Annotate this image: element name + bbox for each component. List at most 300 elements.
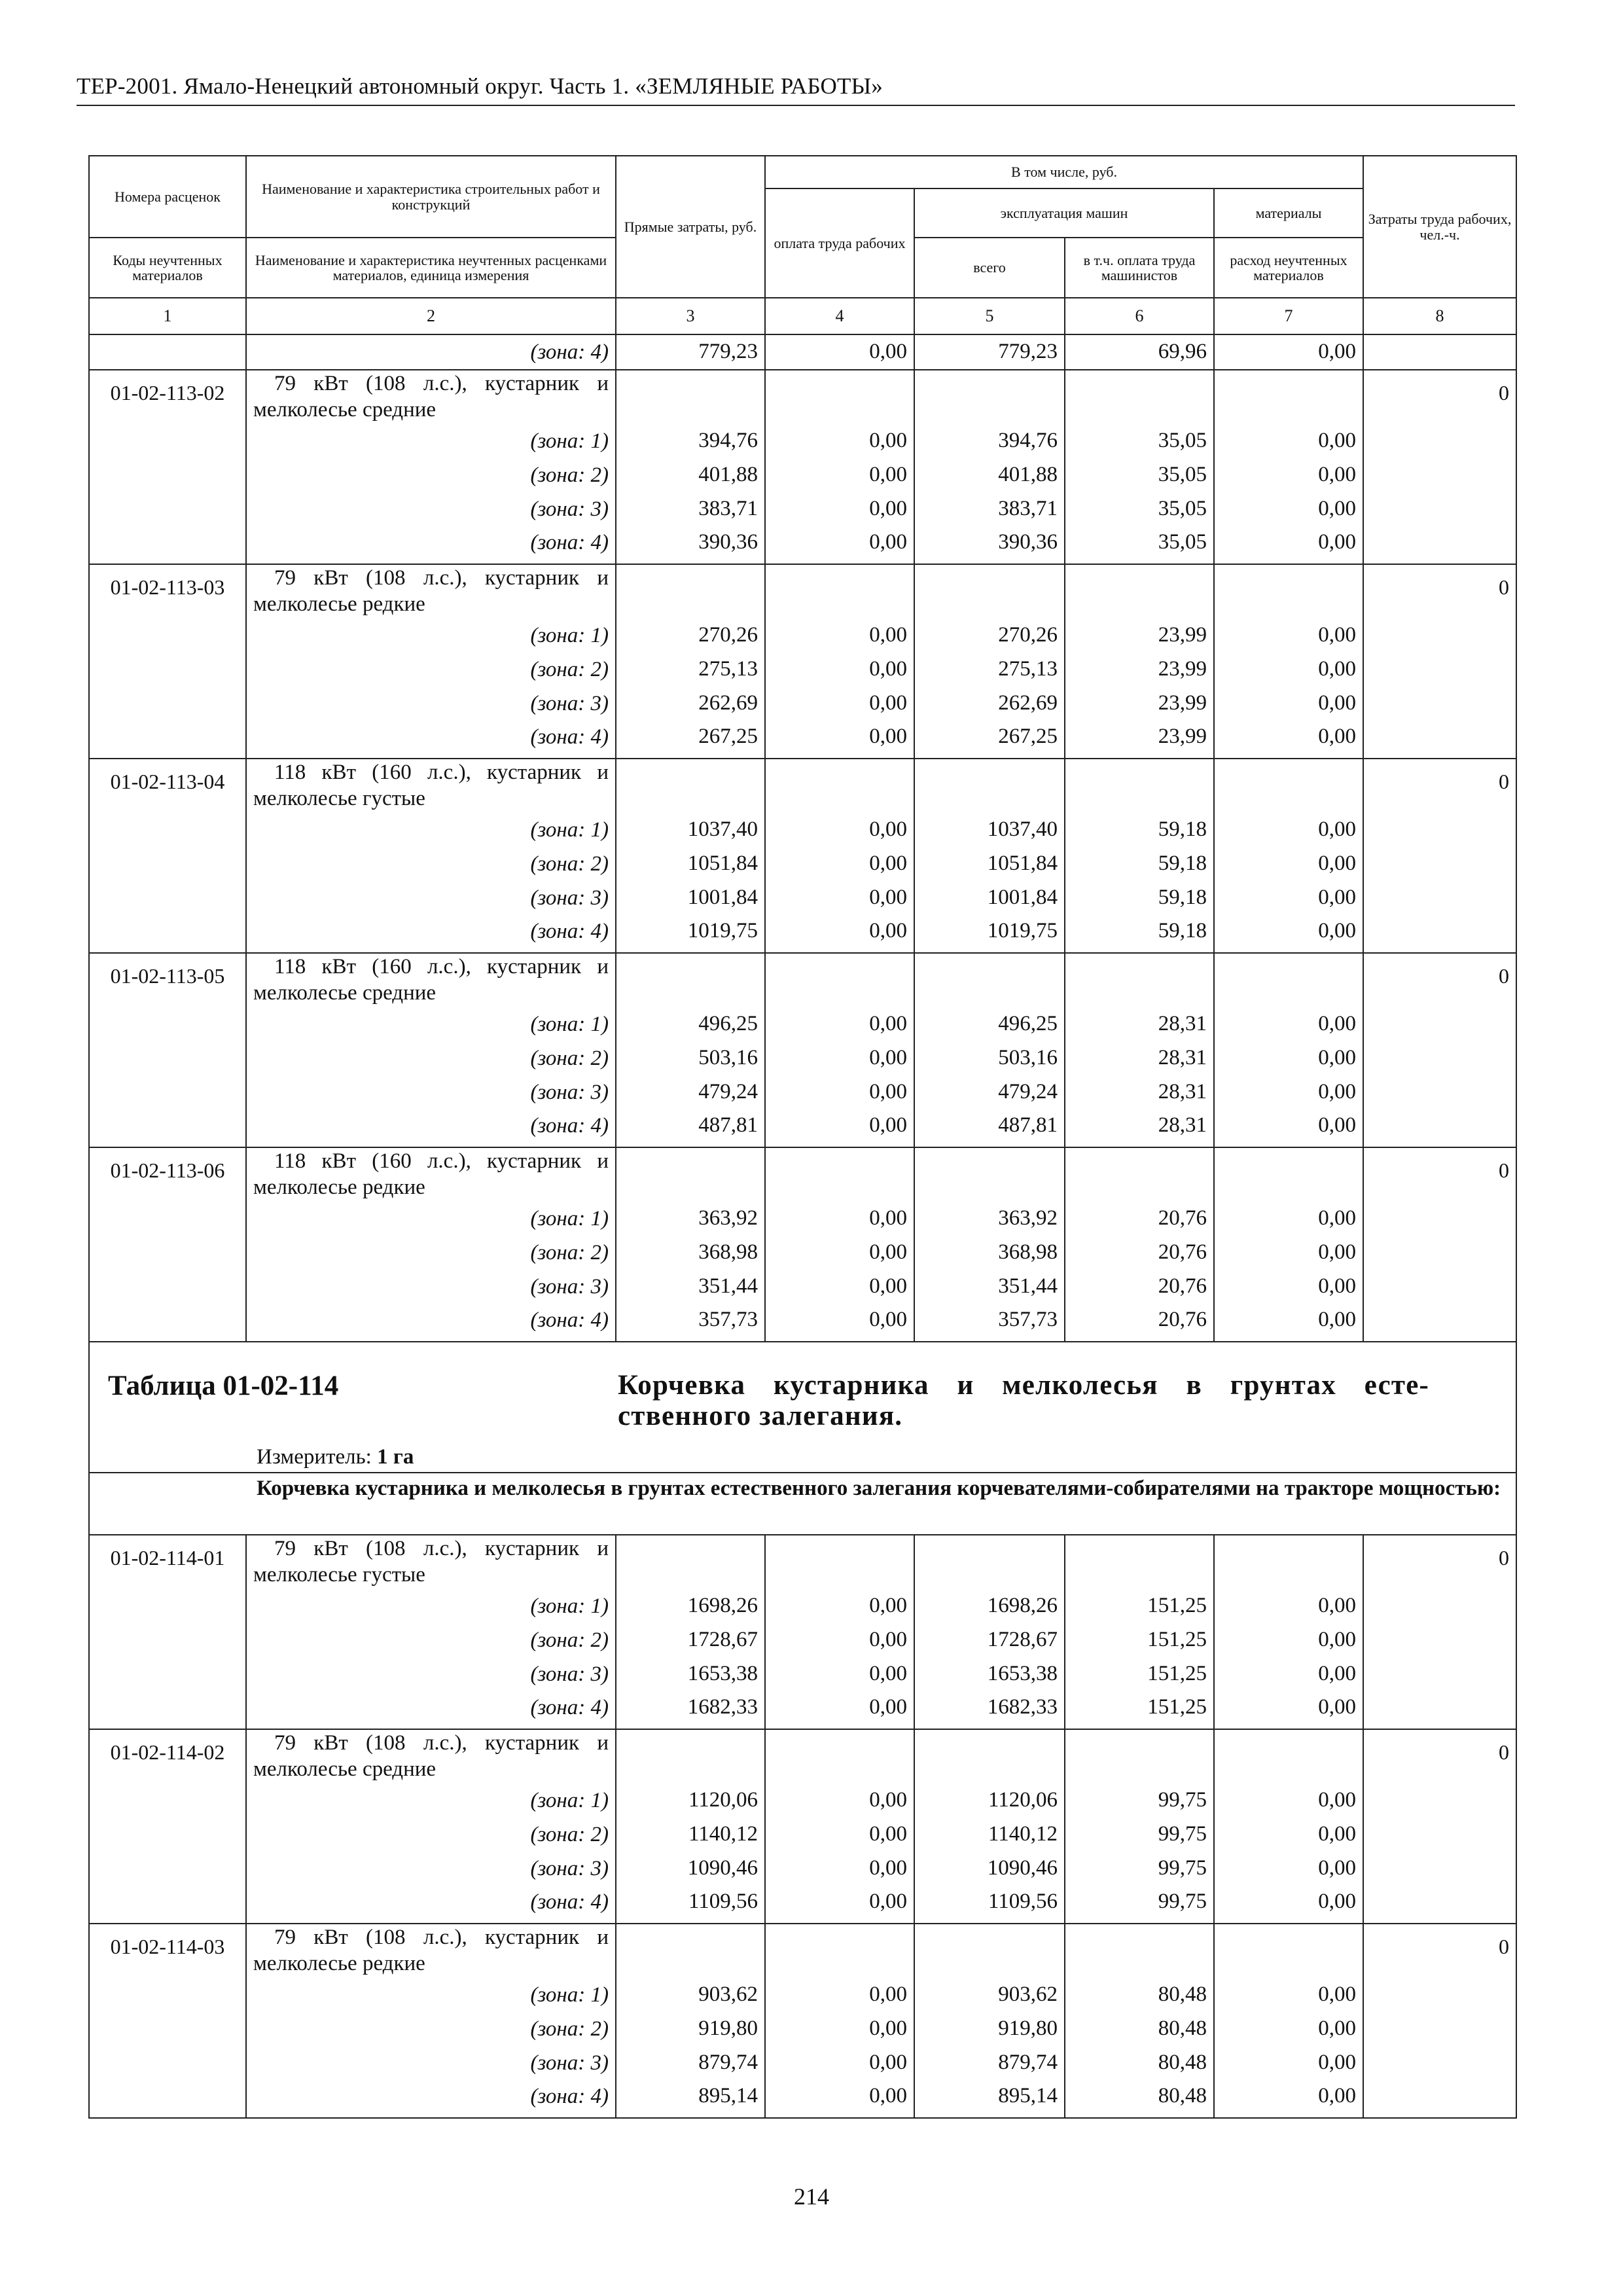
materials-value: 0,00: [1318, 2084, 1357, 2108]
running-header: ТЕР-2001. Ямало-Ненецкий автономный округ. Часть 1. «ЗЕМЛЯНЫЕ РАБОТЫ»: [77, 73, 883, 99]
values-top-pad: [914, 564, 1065, 759]
materials-value: 0,00: [1318, 1856, 1357, 1880]
zone-list: [253, 1590, 609, 1725]
zone-label: (зона: 4): [530, 1308, 609, 1333]
machinists-pay-value: 59,18: [1158, 919, 1207, 943]
values-top-pad: [616, 1729, 765, 1924]
zone-label: (зона: 1): [530, 1207, 609, 1230]
materials-value: 0,00: [1318, 462, 1357, 486]
machines-value: 368,98: [998, 1240, 1058, 1264]
labor-hours-value: 0: [1363, 564, 1516, 759]
direct-cost-value: 368,98: [698, 1240, 758, 1264]
rate-code: 01-02-114-02: [89, 1729, 246, 1924]
zone-label: (зона: 2): [530, 2017, 609, 2041]
materials-value: 0,00: [1318, 1045, 1357, 1069]
zone-label: (зона: 1): [530, 624, 609, 647]
values-top-pad: [616, 1147, 765, 1342]
labor-pay-value: 0,00: [869, 462, 907, 486]
materials-value: 0,00: [1318, 851, 1357, 875]
zone-label: (зона: 2): [530, 463, 609, 487]
rate-code: 01-02-114-03: [89, 1924, 246, 2118]
zone-label: (зона: 4): [530, 725, 609, 749]
machines-value: 779,23: [914, 334, 1065, 370]
header-name: Наименование и характеристика строительных работ и конструкций: [246, 156, 616, 238]
description-line: мелколесье средние: [253, 398, 437, 422]
values-top-pad: [914, 953, 1065, 1147]
labor-pay-value: 0,00: [869, 1982, 907, 2006]
materials-value: 0,00: [1318, 1890, 1357, 1914]
machinists-pay-value: 151,25: [1147, 1695, 1207, 1719]
machines-value: 1120,06: [988, 1788, 1058, 1812]
zone-label: (зона: 2): [530, 1822, 609, 1846]
description-line: 79 кВт (108 л.с.), кустарник и: [274, 1731, 609, 1755]
values-top-pad: [765, 564, 914, 759]
zone-list: [253, 1202, 609, 1338]
description-cell: [246, 1729, 616, 1924]
machines-value: 503,16: [998, 1045, 1058, 1069]
zone-label: (зона: 2): [530, 1046, 609, 1070]
labor-pay-value: 0,00: [869, 1695, 907, 1719]
values-top-pad: [1065, 1924, 1214, 2118]
zone-list: [253, 425, 609, 560]
materials-value: 0,00: [1318, 817, 1357, 841]
machines-value: 351,44: [998, 1274, 1058, 1298]
machines-value: 1019,75: [987, 919, 1058, 943]
machinists-pay-value: 80,48: [1158, 2016, 1207, 2040]
machinists-pay-value: 28,31: [1158, 1113, 1207, 1138]
meter-value: 1 га: [377, 1445, 414, 1469]
direct-cost-value: 1728,67: [687, 1627, 758, 1651]
machinists-pay-value: 35,05: [1158, 496, 1207, 520]
labor-hours-value: 0: [1363, 370, 1516, 564]
direct-cost-value: 383,71: [698, 496, 758, 520]
materials-value: 0,00: [1318, 1594, 1357, 1617]
machinists-pay-value: 80,48: [1158, 2084, 1207, 2108]
values-top-pad: [765, 1535, 914, 1729]
values-top-pad: [914, 1924, 1065, 2118]
direct-cost-value: 267,25: [698, 725, 758, 749]
col-number: 5: [914, 298, 1065, 334]
materials-value: 0,00: [1318, 1627, 1357, 1651]
zone-label: (зона: 1): [530, 1983, 609, 2007]
materials-value: 0,00: [1318, 725, 1357, 749]
zone-label: (зона: 1): [530, 429, 609, 453]
values-top-pad: [765, 1147, 914, 1342]
description-line: мелколесье редкие: [253, 1952, 425, 1975]
materials-value: 0,00: [1318, 530, 1357, 554]
machinists-pay-value: 59,18: [1158, 885, 1207, 909]
machinists-pay-value: 69,96: [1065, 334, 1214, 370]
labor-pay-value: 0,00: [869, 2084, 907, 2108]
machinists-pay-value: 35,05: [1158, 429, 1207, 452]
materials-value: 0,00: [1318, 691, 1357, 715]
zone-list: [253, 1979, 609, 2114]
table-id: Таблица 01-02-114: [108, 1371, 339, 1401]
labor-hours-value: 0: [1363, 1147, 1516, 1342]
values-top-pad: [616, 1924, 765, 2118]
values-top-pad: [1065, 1535, 1214, 1729]
description-cell: [246, 1924, 616, 2118]
machines-value: 383,71: [998, 496, 1058, 520]
carryover-row: [89, 334, 1516, 370]
header-including: В том числе, руб.: [765, 156, 1363, 188]
description-line: мелколесье редкие: [253, 1175, 425, 1199]
labor-pay-value: 0,00: [869, 656, 907, 681]
description-line: 79 кВт (108 л.с.), кустарник и: [274, 1926, 609, 1949]
labor-hours-value: 0: [1363, 1535, 1516, 1729]
materials-value: 0,00: [1318, 1240, 1357, 1264]
direct-cost-value: 1120,06: [688, 1788, 758, 1812]
zone-label: (зона: 3): [530, 1274, 609, 1299]
rate-code: 01-02-114-01: [89, 1535, 246, 1729]
col-number: 8: [1363, 298, 1516, 334]
header-machinists-pay: в т.ч. оплата труда машинистов: [1065, 238, 1214, 298]
direct-cost-value: 1001,84: [687, 885, 758, 909]
table-title-row: [89, 1342, 1516, 1473]
description-cell: [246, 1535, 616, 1729]
description-line: мелколесье густые: [253, 787, 425, 810]
rate-code: 01-02-113-05: [89, 953, 246, 1147]
direct-cost-value: 390,36: [698, 530, 758, 554]
machines-value: 1051,84: [987, 851, 1058, 875]
rate-row: [89, 1535, 1516, 1729]
description-line: мелколесье редкие: [253, 592, 425, 616]
description-line: 79 кВт (108 л.с.), кустарник и: [274, 566, 609, 590]
machines-value: 1090,46: [987, 1856, 1058, 1880]
rate-description: [253, 1730, 609, 1782]
materials-value: 0,00: [1318, 1821, 1357, 1846]
labor-pay-value: 0,00: [869, 1661, 907, 1685]
machines-value: 363,92: [998, 1206, 1058, 1230]
zone-label: (зона: 2): [530, 1240, 609, 1265]
labor-hours-value: 0: [1363, 1924, 1516, 2118]
labor-pay-value: 0,00: [869, 1856, 907, 1880]
machinists-pay-value: 151,25: [1147, 1594, 1207, 1617]
zone-label: (зона: 1): [530, 1594, 609, 1618]
machines-value: 1653,38: [987, 1661, 1058, 1685]
materials-value: 0,00: [1318, 1661, 1357, 1685]
zone-label: (зона: 3): [530, 1856, 609, 1880]
rate-row: [89, 564, 1516, 759]
description-line: 118 кВт (160 л.с.), кустарник и: [274, 761, 609, 784]
direct-cost-value: 1109,56: [688, 1890, 758, 1914]
values-top-pad: [1214, 1535, 1363, 1729]
rate-description: [253, 954, 609, 1006]
section-row: [89, 1473, 1516, 1535]
materials-value: 0,00: [1214, 334, 1363, 370]
zone-list: [253, 1784, 609, 1920]
direct-cost-value: 363,92: [698, 1206, 758, 1230]
values-top-pad: [1214, 1729, 1363, 1924]
machines-value: 1698,26: [987, 1594, 1058, 1617]
direct-cost-value: 1653,38: [687, 1661, 758, 1685]
zone-label: (зона: 1): [530, 1013, 609, 1036]
rate-description: [253, 1148, 609, 1200]
direct-cost-value: 879,74: [698, 2050, 758, 2074]
values-top-pad: [616, 564, 765, 759]
labor-pay-value: 0,00: [869, 851, 907, 875]
rate-row: [89, 1729, 1516, 1924]
zone-label: (зона: 3): [530, 1662, 609, 1686]
rate-description: [253, 759, 609, 812]
machines-value: 270,26: [998, 623, 1058, 647]
machinists-pay-value: 151,25: [1147, 1661, 1207, 1685]
rate-description: [253, 565, 609, 617]
direct-cost-value: 401,88: [698, 462, 758, 486]
col-number: 3: [616, 298, 765, 334]
zone-label: (зона: 4): [530, 920, 609, 944]
labor-pay-value: 0,00: [869, 2050, 907, 2074]
labor-pay-value: 0,00: [869, 919, 907, 943]
machines-value: 1109,56: [988, 1890, 1058, 1914]
meter: [257, 1445, 414, 1469]
direct-cost-value: 1090,46: [687, 1856, 758, 1880]
rate-code: [89, 334, 246, 370]
labor-pay-value: 0,00: [869, 1206, 907, 1230]
direct-cost-value: 1140,12: [688, 1821, 758, 1846]
values-top-pad: [765, 1924, 914, 2118]
header-codes: Коды неучтенных материалов: [89, 238, 246, 298]
zone-label: (зона: 2): [530, 1628, 609, 1652]
direct-cost-value: 275,13: [698, 656, 758, 681]
zone-label: (зона: 2): [530, 657, 609, 681]
machinists-pay-value: 20,76: [1158, 1308, 1207, 1332]
header-rate-number: Номера расценок: [89, 156, 246, 238]
rate-row: [89, 1924, 1516, 2118]
labor-pay-value: 0,00: [765, 334, 914, 370]
machines-value: 1140,12: [988, 1821, 1058, 1846]
machines-value: 919,80: [998, 2016, 1058, 2040]
machines-value: 479,24: [998, 1079, 1058, 1103]
values-top-pad: [1065, 1729, 1214, 1924]
machinists-pay-value: 80,48: [1158, 2050, 1207, 2074]
zone-label: (зона: 3): [530, 886, 609, 910]
description-cell: [246, 759, 616, 953]
labor-pay-value: 0,00: [869, 1274, 907, 1298]
rate-row: [89, 953, 1516, 1147]
machines-value: 390,36: [998, 530, 1058, 554]
zone-label: (зона: 3): [530, 497, 609, 521]
machinists-pay-value: 20,76: [1158, 1206, 1207, 1230]
machines-value: 1037,40: [987, 817, 1058, 841]
values-top-pad: [1065, 759, 1214, 953]
materials-value: 0,00: [1318, 1206, 1357, 1230]
description-cell: [246, 564, 616, 759]
zone-label: (зона: 4): [530, 531, 609, 555]
materials-value: 0,00: [1318, 656, 1357, 681]
zone-list: [253, 814, 609, 949]
labor-pay-value: 0,00: [869, 1113, 907, 1138]
materials-value: 0,00: [1318, 2016, 1357, 2040]
header-direct-costs: Прямые затраты, руб.: [616, 156, 765, 298]
values-top-pad: [765, 1729, 914, 1924]
zone-list: [253, 619, 609, 755]
rate-code: 01-02-113-02: [89, 370, 246, 564]
rate-row: [89, 1147, 1516, 1342]
direct-cost-value: 1019,75: [687, 919, 758, 943]
zone-label: (зона: 2): [530, 852, 609, 876]
zone-label: (зона: 3): [530, 1080, 609, 1104]
header-labor-pay: оплата труда рабочих: [765, 188, 914, 298]
labor-pay-value: 0,00: [869, 2016, 907, 2040]
machinists-pay-value: 151,25: [1147, 1627, 1207, 1651]
machines-value: 1001,84: [987, 885, 1058, 909]
materials-value: 0,00: [1318, 1079, 1357, 1103]
labor-pay-value: 0,00: [869, 1308, 907, 1332]
values-top-pad: [1214, 1924, 1363, 2118]
zone-label: (зона: 4): [530, 2085, 609, 2109]
machinists-pay-value: 99,75: [1158, 1821, 1207, 1846]
direct-cost-value: 1051,84: [687, 851, 758, 875]
rate-code: 01-02-113-06: [89, 1147, 246, 1342]
values-top-pad: [1065, 564, 1214, 759]
materials-value: 0,00: [1318, 2050, 1357, 2074]
materials-value: 0,00: [1318, 1695, 1357, 1719]
direct-cost-value: 1037,40: [687, 817, 758, 841]
direct-cost-value: 394,76: [698, 429, 758, 452]
labor-pay-value: 0,00: [869, 1627, 907, 1651]
description-cell: [246, 1147, 616, 1342]
header-unaccounted-materials: расход неучтенных материалов: [1214, 238, 1363, 298]
values-top-pad: [1065, 953, 1214, 1147]
zone-list: [253, 1008, 609, 1143]
rate-row: [89, 370, 1516, 564]
description-line: мелколесье средние: [253, 981, 437, 1005]
zone-label: (зона: 4): [530, 1696, 609, 1720]
machines-value: 1728,67: [987, 1627, 1058, 1651]
materials-value: 0,00: [1318, 429, 1357, 452]
header-machines-total: всего: [914, 238, 1065, 298]
machines-value: 895,14: [998, 2084, 1058, 2108]
values-top-pad: [616, 759, 765, 953]
machinists-pay-value: 59,18: [1158, 851, 1207, 875]
labor-pay-value: 0,00: [869, 1890, 907, 1914]
machinists-pay-value: 99,75: [1158, 1788, 1207, 1812]
page-number: 214: [794, 2183, 829, 2210]
machinists-pay-value: 23,99: [1158, 623, 1207, 647]
direct-cost-value: 357,73: [698, 1308, 758, 1332]
zone-label: (зона: 1): [530, 1789, 609, 1812]
materials-value: 0,00: [1318, 1788, 1357, 1812]
description-line: мелколесье густые: [253, 1563, 425, 1587]
direct-cost-value: 270,26: [698, 623, 758, 647]
values-top-pad: [765, 953, 914, 1147]
direct-cost-value: 895,14: [698, 2084, 758, 2108]
col-number: 2: [246, 298, 616, 334]
machinists-pay-value: 28,31: [1158, 1079, 1207, 1103]
labor-pay-value: 0,00: [869, 1821, 907, 1846]
header-name-unaccounted: Наименование и характеристика неучтенных расценками материалов, единица измерения: [246, 238, 616, 298]
labor-hours-value: [1363, 334, 1516, 370]
description-cell: [246, 370, 616, 564]
values-top-pad: [616, 1535, 765, 1729]
zone-label: (зона: 1): [530, 818, 609, 842]
direct-cost-value: 487,81: [698, 1113, 758, 1138]
values-top-pad: [1065, 1147, 1214, 1342]
machinists-pay-value: 20,76: [1158, 1274, 1207, 1298]
machines-value: 401,88: [998, 462, 1058, 486]
header-labor-hours: Затраты труда рабочих, чел.-ч.: [1363, 156, 1516, 298]
header-materials: материалы: [1214, 188, 1363, 238]
machines-value: 903,62: [998, 1982, 1058, 2006]
labor-hours-value: 0: [1363, 1729, 1516, 1924]
description-cell: [246, 953, 616, 1147]
values-top-pad: [616, 953, 765, 1147]
machinists-pay-value: 28,31: [1158, 1045, 1207, 1069]
labor-pay-value: 0,00: [869, 623, 907, 647]
machines-value: 267,25: [998, 725, 1058, 749]
labor-pay-value: 0,00: [869, 1012, 907, 1035]
machines-value: 394,76: [998, 429, 1058, 452]
direct-cost-value: 919,80: [698, 2016, 758, 2040]
machinists-pay-value: 99,75: [1158, 1856, 1207, 1880]
direct-cost-value: 262,69: [698, 691, 758, 715]
meter-label: Измеритель:: [257, 1445, 372, 1469]
values-top-pad: [1214, 953, 1363, 1147]
rate-description: [253, 1924, 609, 1977]
direct-cost-value: 903,62: [698, 1982, 758, 2006]
labor-pay-value: 0,00: [869, 1594, 907, 1617]
machinists-pay-value: 59,18: [1158, 817, 1207, 841]
values-top-pad: [1214, 1147, 1363, 1342]
machines-value: 357,73: [998, 1308, 1058, 1332]
values-top-pad: [1214, 759, 1363, 953]
materials-value: 0,00: [1318, 1113, 1357, 1138]
values-top-pad: [765, 759, 914, 953]
header-rule: [77, 105, 1515, 106]
machinists-pay-value: 23,99: [1158, 725, 1207, 749]
values-top-pad: [914, 759, 1065, 953]
values-top-pad: [914, 1147, 1065, 1342]
direct-cost-value: 503,16: [698, 1045, 758, 1069]
labor-hours-value: 0: [1363, 953, 1516, 1147]
machines-value: 1682,33: [987, 1695, 1058, 1719]
description-line: 79 кВт (108 л.с.), кустарник и: [274, 1537, 609, 1560]
col-number: 4: [765, 298, 914, 334]
machinists-pay-value: 35,05: [1158, 530, 1207, 554]
labor-pay-value: 0,00: [869, 1240, 907, 1264]
labor-pay-value: 0,00: [869, 1079, 907, 1103]
zone-label: (зона: 4): [530, 340, 609, 364]
description-cell: [246, 334, 616, 370]
materials-value: 0,00: [1318, 496, 1357, 520]
header-machines: эксплуатация машин: [914, 188, 1214, 238]
zone-label: (зона: 3): [530, 2051, 609, 2075]
values-top-pad: [914, 1535, 1065, 1729]
materials-value: 0,00: [1318, 1274, 1357, 1298]
labor-pay-value: 0,00: [869, 817, 907, 841]
zone-label: (зона: 3): [530, 691, 609, 715]
values-top-pad: [1214, 370, 1363, 564]
labor-pay-value: 0,00: [869, 691, 907, 715]
values-top-pad: [616, 370, 765, 564]
labor-pay-value: 0,00: [869, 885, 907, 909]
machinists-pay-value: 28,31: [1158, 1012, 1207, 1035]
col-number: 7: [1214, 298, 1363, 334]
machines-value: 496,25: [998, 1012, 1058, 1035]
direct-cost-value: 496,25: [698, 1012, 758, 1035]
materials-value: 0,00: [1318, 1982, 1357, 2006]
labor-pay-value: 0,00: [869, 496, 907, 520]
machinists-pay-value: 20,76: [1158, 1240, 1207, 1264]
rate-row: [89, 759, 1516, 953]
direct-cost-value: 1682,33: [687, 1695, 758, 1719]
values-top-pad: [914, 370, 1065, 564]
labor-pay-value: 0,00: [869, 429, 907, 452]
machinists-pay-value: 23,99: [1158, 656, 1207, 681]
zone-label: (зона: 4): [530, 1114, 609, 1138]
materials-value: 0,00: [1318, 919, 1357, 943]
